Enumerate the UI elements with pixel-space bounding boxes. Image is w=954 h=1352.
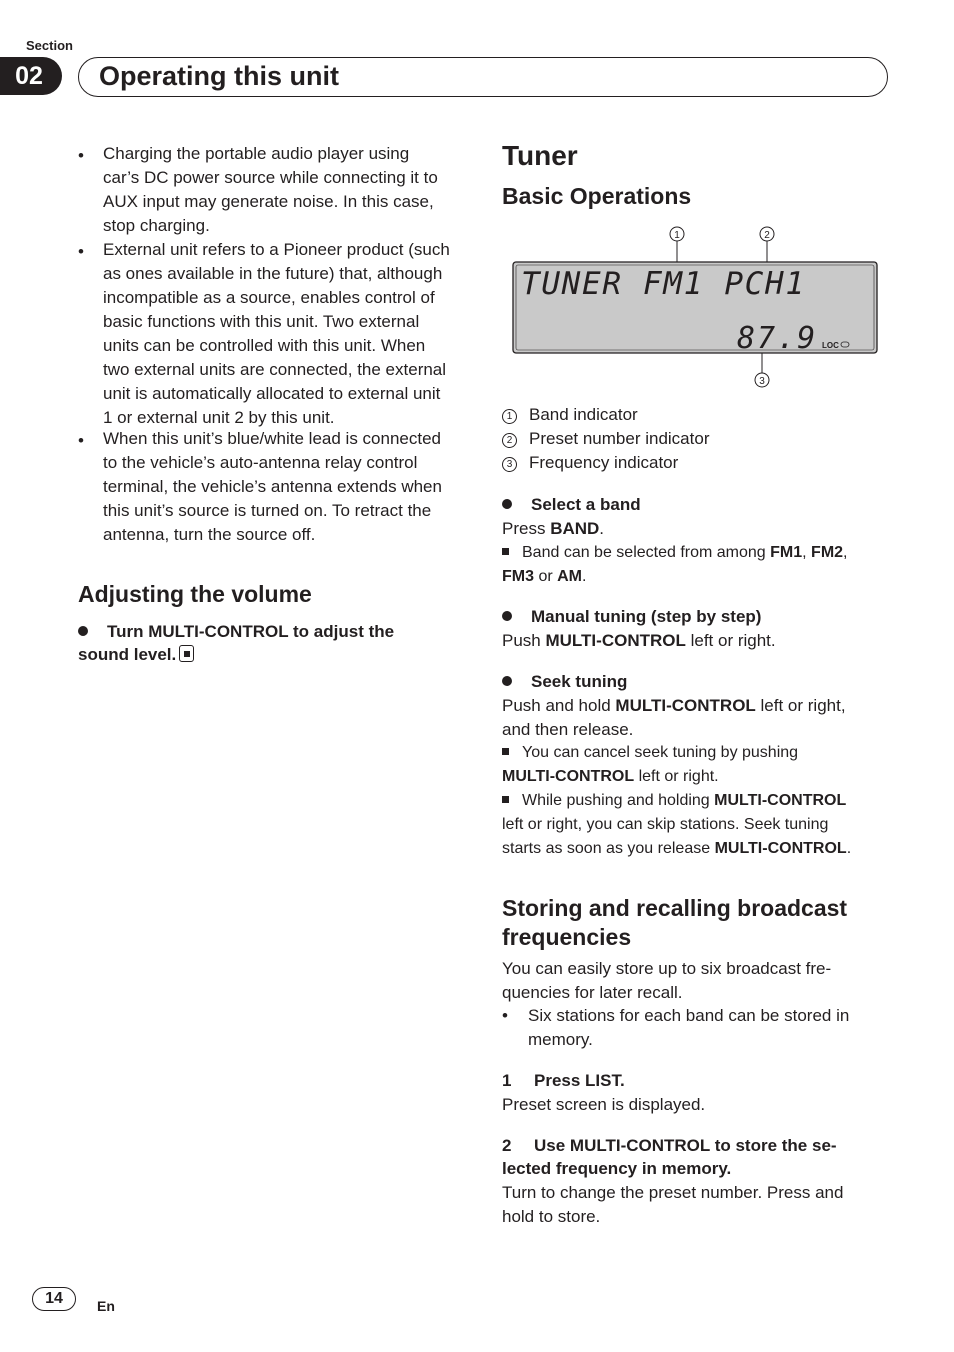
band-fm3: FM3: [502, 568, 534, 585]
bullet-dot-icon: [502, 676, 512, 686]
step-text: lected frequency in memory.: [502, 1159, 732, 1178]
legend-text: Frequency indicator: [529, 453, 679, 472]
text: left or right.: [685, 631, 776, 650]
bullet-mark: •: [78, 146, 84, 165]
text: ,: [843, 544, 848, 561]
step-text: Use MULTI-CONTROL to store the se-: [534, 1136, 837, 1155]
lcd-loc-label: LOC: [822, 341, 839, 350]
select-band-heading: [502, 493, 641, 516]
text-line: and then release.: [502, 720, 634, 739]
text-line: stop charging.: [103, 216, 210, 235]
step-text: Select a band: [531, 495, 641, 514]
multi-control-label: MULTI-CONTROL: [545, 631, 686, 650]
callout-number-icon: 1: [502, 409, 517, 424]
band-fm2: FM2: [811, 544, 844, 561]
storing-step-2: [502, 1134, 892, 1180]
bullet-charging: [103, 142, 465, 238]
band-button-label: BAND: [550, 519, 600, 538]
text-line: When this unit’s blue/white lead is connected: [103, 429, 441, 448]
seek-tuning-notes: [502, 741, 902, 861]
manual-tuning-heading: [502, 605, 761, 628]
text-line: memory.: [528, 1030, 593, 1049]
heading-line: frequencies: [502, 924, 632, 950]
text: starts as soon as you release: [502, 840, 715, 857]
end-mark-icon: [179, 645, 194, 662]
text: left or right,: [755, 696, 846, 715]
heading-line: Storing and recalling broadcast: [502, 895, 848, 921]
select-band-instruction: [502, 517, 604, 541]
bullet-dot-icon: [502, 499, 512, 509]
band-am: AM: [557, 568, 583, 585]
select-band-note: [502, 541, 892, 589]
text-line: two external units are connected, the external: [103, 360, 447, 379]
callout-2-label: 2: [764, 230, 770, 241]
multi-control-label: MULTI-CONTROL: [714, 792, 847, 809]
text-line: 1 or external unit 2 by this unit.: [103, 408, 335, 427]
text-line: car’s DC power source while connecting it to: [103, 168, 438, 187]
text: .: [599, 519, 605, 538]
callout-number-icon: 2: [502, 433, 517, 448]
text: Press: [502, 519, 551, 538]
storing-step-2-desc: [502, 1181, 892, 1229]
step-number: 1: [502, 1071, 512, 1090]
step-number: 2: [502, 1136, 512, 1155]
text-line: unit is automatically allocated to external unit: [103, 384, 441, 403]
text-line: Six stations for each band can be stored in: [528, 1006, 850, 1025]
text-line: External unit refers to a Pioneer product (such: [103, 240, 450, 259]
text-line: You can easily store up to six broadcast fre-: [502, 959, 832, 978]
text-line: units can be controlled with this unit. When: [103, 336, 426, 355]
language-label: En: [97, 1298, 115, 1314]
text-line: Charging the portable audio player using: [103, 144, 410, 163]
volume-step: [78, 620, 394, 666]
text-line: as ones available in the future) that, although: [103, 264, 443, 283]
text-line: Turn to change the preset number. Press and: [502, 1183, 844, 1202]
text: Band can be selected from among: [522, 544, 771, 561]
step-text: Press LIST.: [534, 1071, 625, 1090]
lcd-line1: TUNER FM1 PCH1: [521, 266, 807, 302]
bullet-mark: •: [78, 242, 84, 261]
storing-step-1: [502, 1069, 625, 1092]
storing-bullet: [528, 1004, 898, 1052]
text-line: to the vehicle’s auto-antenna relay control: [103, 453, 418, 472]
bullet-mark: •: [502, 1006, 508, 1025]
note-square-icon: [502, 748, 509, 755]
bullet-external-unit: [103, 238, 465, 430]
bullet-dot-icon: [502, 611, 512, 621]
text: .: [846, 840, 852, 857]
text: While pushing and holding: [522, 792, 715, 809]
text-line: basic functions with this unit. Two external: [103, 312, 420, 331]
step-text: Manual tuning (step by step): [531, 607, 762, 626]
step-text: Turn MULTI-CONTROL to adjust the: [107, 622, 395, 641]
text-line: AUX input may generate noise. In this case,: [103, 192, 434, 211]
text-line: quencies for later recall.: [502, 983, 683, 1002]
legend-item-band: [502, 405, 638, 425]
page-title: Operating this unit: [78, 57, 888, 97]
heading-basic-operations: Basic Operations: [502, 183, 692, 209]
multi-control-label: MULTI-CONTROL: [714, 840, 847, 857]
text-line: hold to store.: [502, 1207, 601, 1226]
text: .: [582, 568, 587, 585]
heading-storing-recalling: [502, 894, 847, 952]
callout-3-label: 3: [759, 376, 765, 387]
heading-tuner: Tuner: [502, 140, 578, 171]
text: Push: [502, 631, 546, 650]
text-line: this unit’s source is turned on. To retract the: [103, 501, 432, 520]
text-line: terminal, the vehicle’s antenna extends when: [103, 477, 442, 496]
bullet-antenna: [103, 427, 465, 547]
legend-text: Band indicator: [529, 405, 638, 424]
multi-control-label: MULTI-CONTROL: [502, 768, 635, 785]
heading-adjusting-volume: Adjusting the volume: [78, 581, 312, 607]
storing-step-1-desc: Preset screen is displayed.: [502, 1095, 706, 1114]
step-text: Seek tuning: [531, 672, 628, 691]
callout-number-icon: 3: [502, 457, 517, 472]
section-number-badge: 02: [0, 57, 62, 95]
text: Push and hold: [502, 696, 616, 715]
note-square-icon: [502, 796, 509, 803]
tuner-display-illustration: [505, 222, 885, 392]
section-label: Section: [26, 38, 73, 53]
text: left or right.: [634, 768, 719, 785]
text: or: [534, 568, 558, 585]
page-number: 14: [32, 1287, 76, 1311]
text: ,: [802, 544, 812, 561]
legend-text: Preset number indicator: [529, 429, 710, 448]
text: You can cancel seek tuning by pushing: [522, 744, 799, 761]
lcd-frequency: 87.9: [737, 321, 818, 356]
note-square-icon: [502, 548, 509, 555]
bullet-dot-icon: [78, 626, 88, 636]
bullet-mark: •: [78, 431, 84, 450]
multi-control-label: MULTI-CONTROL: [615, 696, 756, 715]
text-line: incompatible as a source, enables control of: [103, 288, 435, 307]
step-text: sound level.: [78, 645, 177, 664]
legend-item-preset: [502, 429, 709, 449]
text-line: antenna, turn the source off.: [103, 525, 316, 544]
storing-intro: [502, 957, 892, 1005]
callout-1-label: 1: [674, 230, 680, 241]
band-fm1: FM1: [770, 544, 803, 561]
manual-tuning-instruction: [502, 629, 776, 653]
seek-tuning-heading: [502, 670, 627, 693]
text-line: left or right, you can skip stations. Seek tuning: [502, 816, 829, 833]
seek-tuning-instruction: [502, 694, 902, 742]
legend-item-frequency: [502, 453, 678, 473]
